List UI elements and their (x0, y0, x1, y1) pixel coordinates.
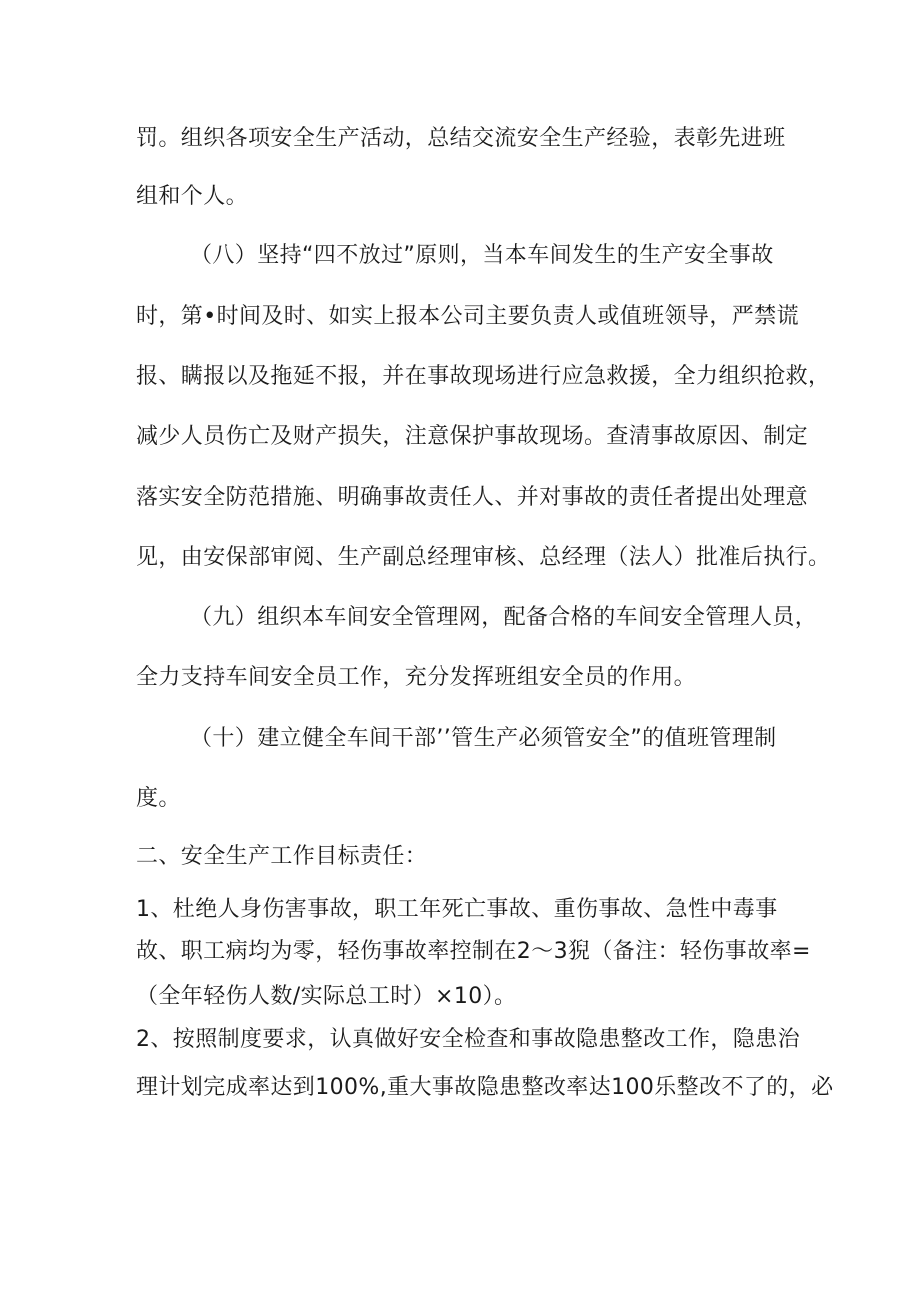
text-line: 见，由安保部审阅、生产副总经理审核、总经理（法人）批准后执行。 (136, 545, 831, 570)
text-line: 度。 (136, 786, 181, 811)
paragraph-nine-start: （九）组织本车间安全管理网，配备合格的车间安全管理人员， (190, 605, 818, 630)
text-line: 报、瞒报以及拖延不报，并在事故现场进行应急救援，全力组织抢救， (136, 364, 831, 389)
text-line: 减少人员伤亡及财产损失，注意保护事故现场。查清事故原因、制定 (136, 424, 809, 449)
text-line: （全年轻伤人数/实际总工时）×10）。 (136, 984, 517, 1009)
item-one-start: 1、杜绝人身伤害事故，职工年死亡事故、重伤事故、急性中毒事 (136, 897, 778, 922)
section-heading: 二、安全生产工作目标责任： (136, 844, 428, 869)
text-line: 时，第•时间及时、如实上报本公司主要负责人或值班领导，严禁谎 (136, 304, 799, 329)
text-line: 全力支持车间安全员工作，充分发挥班组安全员的作用。 (136, 665, 697, 690)
text-line: 落实安全防范措施、明确事故责任人、并对事故的责任者提出处理意 (136, 485, 809, 510)
paragraph-eight-start: （八）坚持“四不放过”原则，当本车间发生的生产安全事故 (190, 243, 774, 268)
text-line: 故、职工病均为零，轻伤事故率控制在2～3猊（备注：轻伤事故率= (136, 939, 811, 964)
text-line: 罚。组织各项安全生产活动，总结交流安全生产经验，表彰先进班 (136, 126, 786, 151)
text-line: 理计划完成率达到100%,重大事故隐患整改率达100乐整改不了的，必 (136, 1075, 834, 1100)
text-line: 组和个人。 (136, 184, 249, 209)
item-two-start: 2、按照制度要求，认真做好安全检查和事故隐患整改工作，隐患治 (136, 1027, 800, 1052)
paragraph-ten-start: （十）建立健全车间干部’’管生产必须管安全”的值班管理制 (190, 726, 777, 751)
